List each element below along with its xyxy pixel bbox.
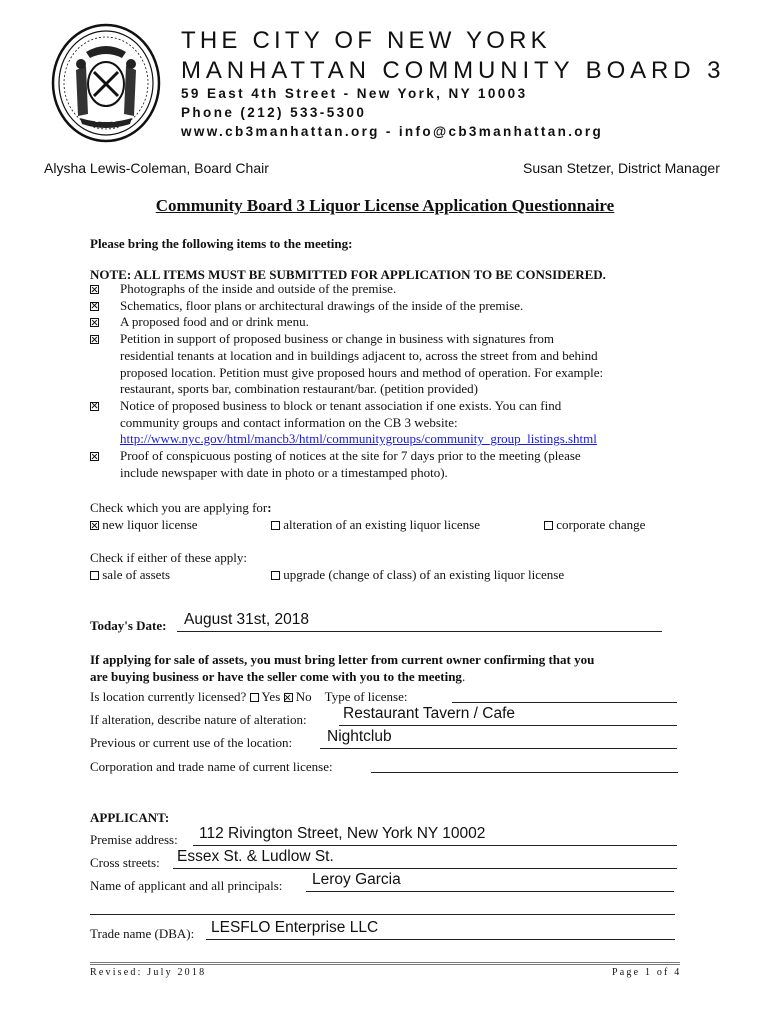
previous-use-field[interactable]: Nightclub xyxy=(327,728,392,745)
applicant-name-label: Name of applicant and all principals: xyxy=(90,878,283,893)
checkbox-checked-icon[interactable] xyxy=(284,693,293,702)
option-new-license[interactable]: new liquor license xyxy=(90,517,198,534)
alteration-label: If alteration, describe nature of alteration: xyxy=(90,712,307,727)
applicant-heading: APPLICANT: xyxy=(90,810,170,825)
option-sale-of-assets[interactable]: sale of assets xyxy=(90,567,170,584)
note-label: NOTE: ALL ITEMS MUST BE SUBMITTED FOR APPLICATION TO BE CONSIDERED. xyxy=(90,267,606,282)
board-phone: Phone (212) 533-5300 xyxy=(181,105,367,120)
alteration-field[interactable]: Restaurant Tavern / Cafe xyxy=(343,705,516,722)
either-label: Check if either of these apply: xyxy=(90,550,248,565)
licensed-row: Is location currently licensed? Yes No Type of license: xyxy=(90,689,408,704)
cross-streets-line xyxy=(173,868,677,869)
page-number: Page 1 of 4 xyxy=(612,967,682,978)
city-seal-icon xyxy=(50,22,162,144)
premise-line xyxy=(193,845,677,846)
checkbox-icon[interactable] xyxy=(544,521,553,530)
option-upgrade[interactable]: upgrade (change of class) of an existing liquor license xyxy=(271,567,564,584)
license-type-line[interactable] xyxy=(452,702,677,703)
premise-label: Premise address: xyxy=(90,832,178,847)
checkbox-checked-icon[interactable] xyxy=(90,452,99,461)
district-manager: Susan Stetzer, District Manager xyxy=(523,160,720,176)
board-address: 59 East 4th Street - New York, NY 10003 xyxy=(181,86,528,101)
corporation-label: Corporation and trade name of current license: xyxy=(90,759,333,774)
date-line xyxy=(177,631,662,632)
list-item: A proposed food and or drink menu. xyxy=(90,314,690,331)
board-chair: Alysha Lewis-Coleman, Board Chair xyxy=(44,160,269,176)
checkbox-icon[interactable] xyxy=(271,521,280,530)
checkbox-icon[interactable] xyxy=(271,571,280,580)
date-field[interactable]: August 31st, 2018 xyxy=(184,611,309,628)
list-item: Photographs of the inside and outside of the premise. xyxy=(90,281,690,298)
premise-field[interactable]: 112 Rivington Street, New York NY 10002 xyxy=(199,825,486,842)
principals-extra-line[interactable] xyxy=(90,914,675,915)
cross-streets-field[interactable]: Essex St. & Ludlow St. xyxy=(177,848,334,865)
corporation-line[interactable] xyxy=(371,772,678,773)
svg-text:1625: 1625 xyxy=(94,115,118,125)
list-item: Notice of proposed business to block or tenant association if one exists. You can find community groups and contact information on the CB 3 website: http://www.nyc.gov/html/mancb3/html/communitygroups/community_group_listings.shtml xyxy=(90,398,690,448)
sale-note-2: are buying business or have the seller come with you to the meeting. xyxy=(90,669,466,684)
option-alteration[interactable]: alteration of an existing liquor license xyxy=(271,517,480,534)
list-item: Proof of conspicuous posting of notices at the site for 7 days prior to the meeting (please include newspaper with date in photo or a timestamped photo). xyxy=(90,448,690,481)
checkbox-checked-icon[interactable] xyxy=(90,402,99,411)
list-item: Petition in support of proposed business or change in business with signatures from residential tenants at location and in buildings adjacent to, across the street from and behind proposed location. Petition must give proposed hours and method of operation. For example: restaurant, sports bar, combination restaurant/bar. (petition provided) xyxy=(90,331,690,398)
footer-divider xyxy=(90,962,680,965)
checkbox-icon[interactable] xyxy=(250,693,259,702)
list-item: Schematics, floor plans or architectural drawings of the inside of the premise. xyxy=(90,298,690,315)
checkbox-checked-icon[interactable] xyxy=(90,302,99,311)
required-items-list xyxy=(90,281,690,481)
trade-name-line xyxy=(206,939,675,940)
community-groups-link[interactable]: http://www.nyc.gov/html/mancb3/html/communitygroups/community_group_listings.shtml xyxy=(120,431,597,447)
previous-use-line xyxy=(320,748,677,749)
board-name: MANHATTAN COMMUNITY BOARD 3 xyxy=(181,57,726,84)
option-corporate-change[interactable]: corporate change xyxy=(544,517,645,534)
bring-label: Please bring the following items to the meeting: xyxy=(90,236,353,251)
previous-use-label: Previous or current use of the location: xyxy=(90,735,293,750)
alteration-line xyxy=(339,725,677,726)
checkbox-checked-icon[interactable] xyxy=(90,285,99,294)
page-title: Community Board 3 Liquor License Application Questionnaire xyxy=(155,196,615,215)
sale-note-1: If applying for sale of assets, you must bring letter from current owner confirming that you xyxy=(90,652,595,667)
city-name: THE CITY OF NEW YORK xyxy=(181,27,551,54)
applicant-name-line xyxy=(306,891,674,892)
cross-streets-label: Cross streets: xyxy=(90,855,160,870)
checkbox-checked-icon[interactable] xyxy=(90,335,99,344)
revised-date: Revised: July 2018 xyxy=(90,967,207,978)
checkbox-checked-icon[interactable] xyxy=(90,318,99,327)
applicant-name-field[interactable]: Leroy Garcia xyxy=(312,871,401,888)
checkbox-checked-icon[interactable] xyxy=(90,521,99,530)
board-web-email: www.cb3manhattan.org - info@cb3manhattan.org xyxy=(181,124,604,139)
trade-name-field[interactable]: LESFLO Enterprise LLC xyxy=(211,919,379,936)
apply-for-label: Check which you are applying for: xyxy=(90,500,272,515)
date-label: Today's Date: xyxy=(90,618,167,633)
checkbox-icon[interactable] xyxy=(90,571,99,580)
trade-name-label: Trade name (DBA): xyxy=(90,926,195,941)
